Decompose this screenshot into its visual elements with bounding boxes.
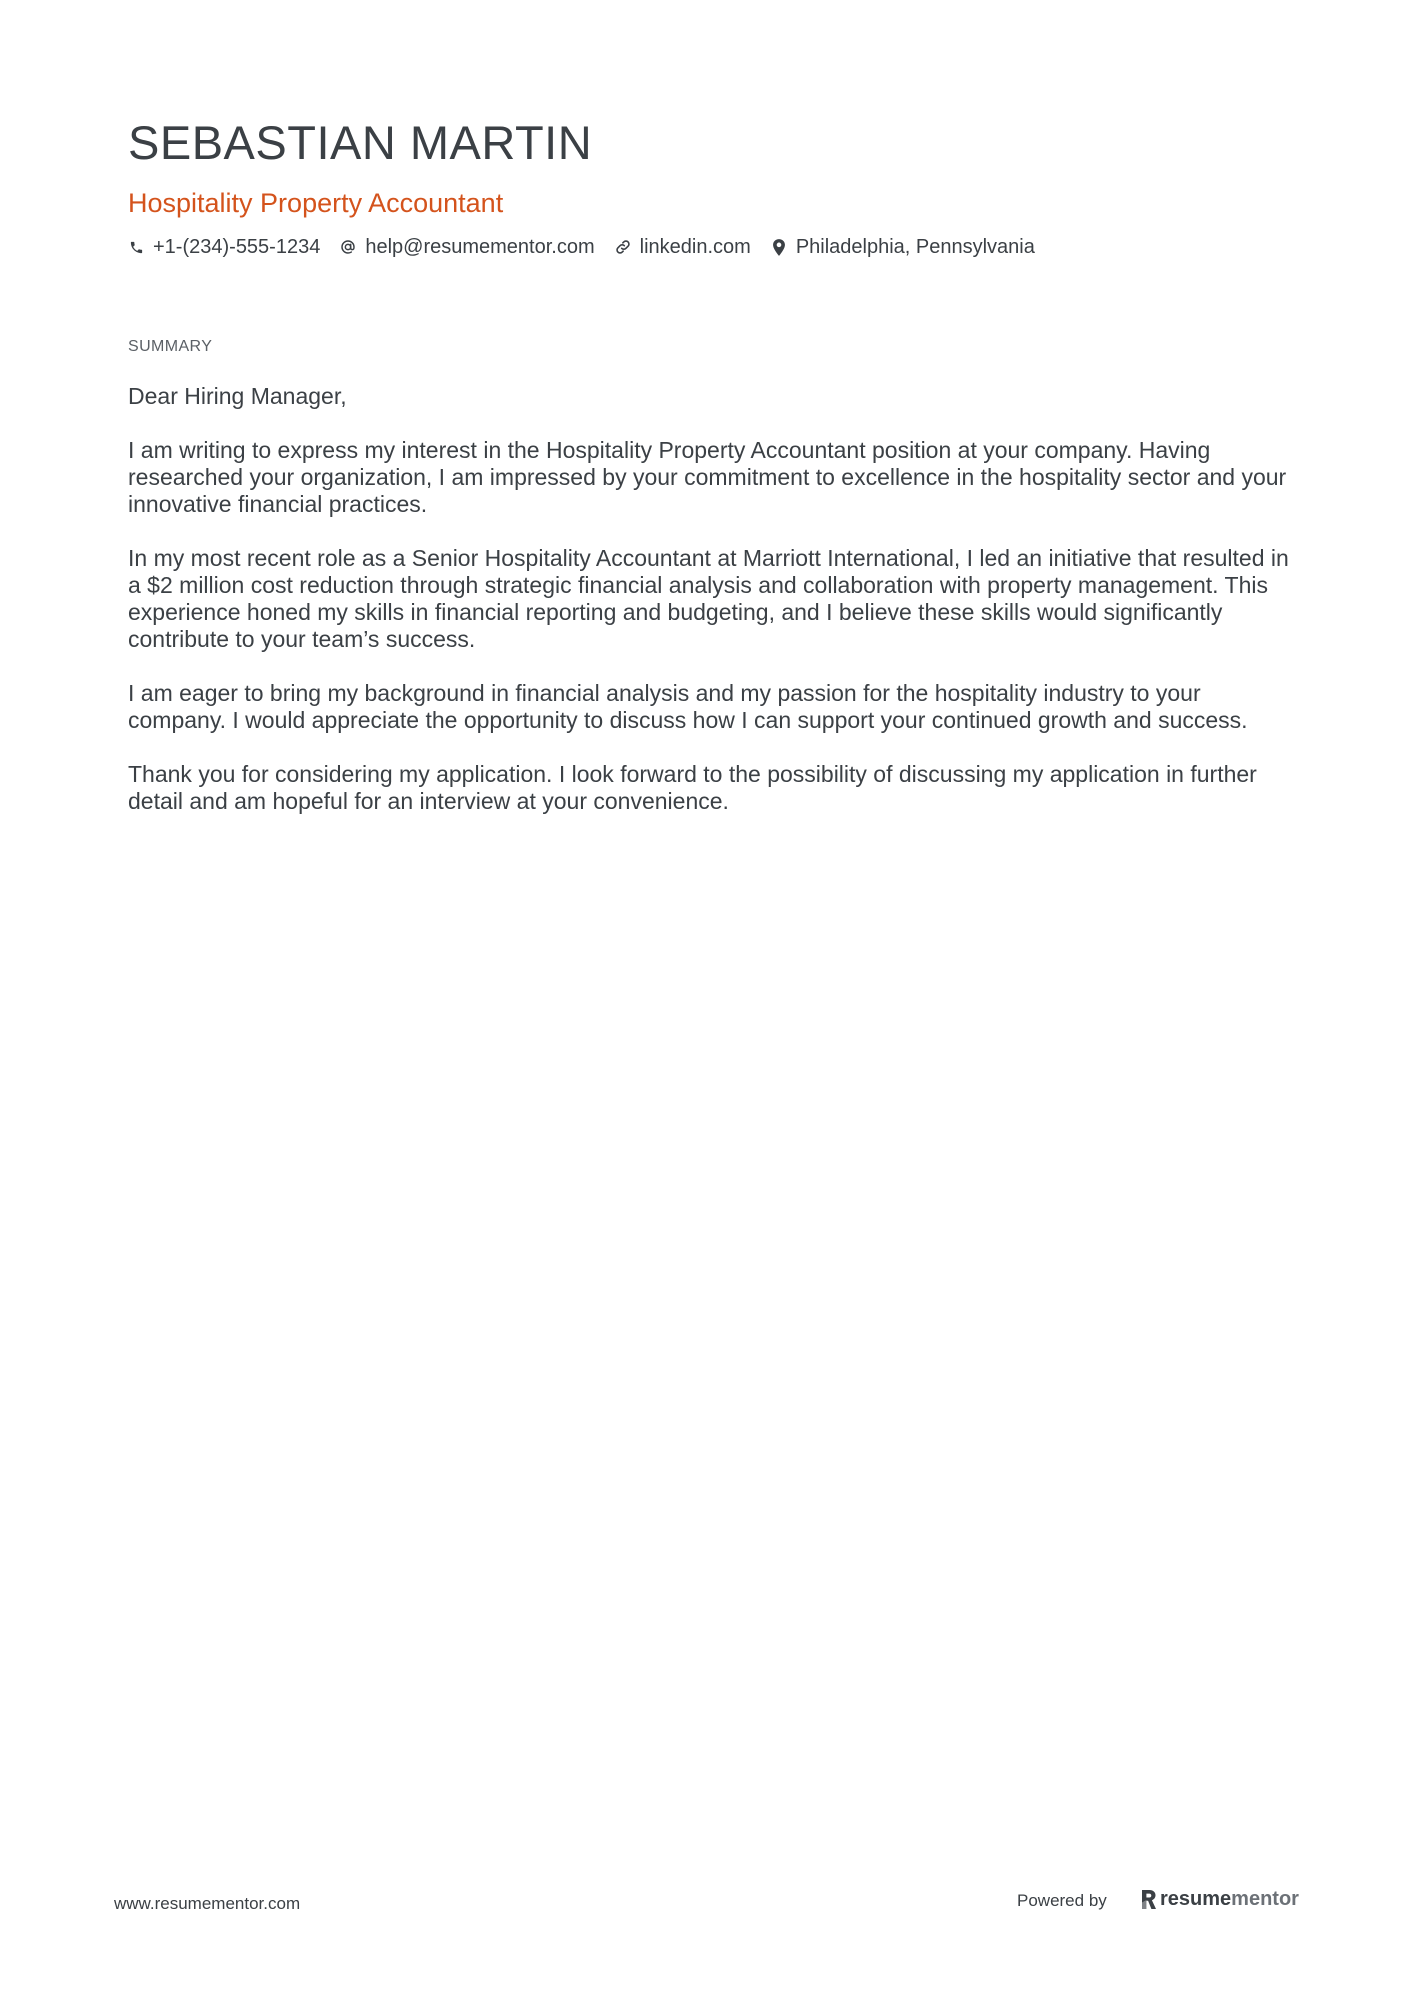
map-pin-icon	[771, 239, 787, 255]
salutation: Dear Hiring Manager,	[128, 383, 347, 409]
letter-paragraph: Thank you for considering my application. I look forward to the possibility of discussing my application in further detail and am hopeful for an interview at your convenience.	[128, 761, 1257, 814]
resumementor-logo-icon	[1140, 1889, 1157, 1910]
location-text: Philadelphia, Pennsylvania	[795, 236, 1035, 258]
email-text[interactable]: help@resumementor.com	[365, 236, 595, 258]
phone-text: +1-(234)-555-1234	[153, 236, 321, 258]
link-icon	[615, 239, 631, 255]
header	[128, 112, 1288, 260]
contact-phone	[128, 234, 320, 260]
candidate-name: SEBASTIAN MARTIN	[128, 116, 593, 169]
powered-by-label: Powered by	[1017, 1891, 1107, 1910]
brand-name-part2: mentor	[1231, 1888, 1299, 1910]
contact-email[interactable]	[340, 234, 594, 260]
letter-paragraph: In my most recent role as a Senior Hospitality Accountant at Marriott International, I led an initiative that resulted in a $2 million cost reduction through strategic financial analysis and collaboration with property management. This experience honed my skills in financial reporting and budgeting, and I believe these skills would significantly contribute to your team’s success.	[128, 545, 1289, 652]
letter-body	[128, 383, 1293, 842]
brand-name-part1: resume	[1160, 1888, 1232, 1910]
contact-list	[128, 234, 1288, 260]
at-icon	[340, 239, 356, 255]
contact-website[interactable]	[615, 234, 751, 260]
phone-icon	[128, 239, 144, 255]
contact-location	[771, 234, 1035, 260]
website-text[interactable]: linkedin.com	[639, 236, 751, 258]
letter-paragraph: I am writing to express my interest in the Hospitality Property Accountant position at your company. Having researched your organization, I am impressed by your commitment to excellence in the hospitality sector and your innovative financial practices.	[128, 437, 1287, 517]
footer-website-link[interactable]: www.resumementor.com	[114, 1894, 301, 1913]
letter-paragraph: I am eager to bring my background in financial analysis and my passion for the hospitality industry to your company. I would appreciate the opportunity to discuss how I can support your continued growth and success.	[128, 680, 1248, 733]
brand-logo[interactable]	[1140, 1886, 1299, 1912]
summary-heading: SUMMARY	[128, 338, 213, 355]
job-title: Hospitality Property Accountant	[128, 188, 504, 218]
